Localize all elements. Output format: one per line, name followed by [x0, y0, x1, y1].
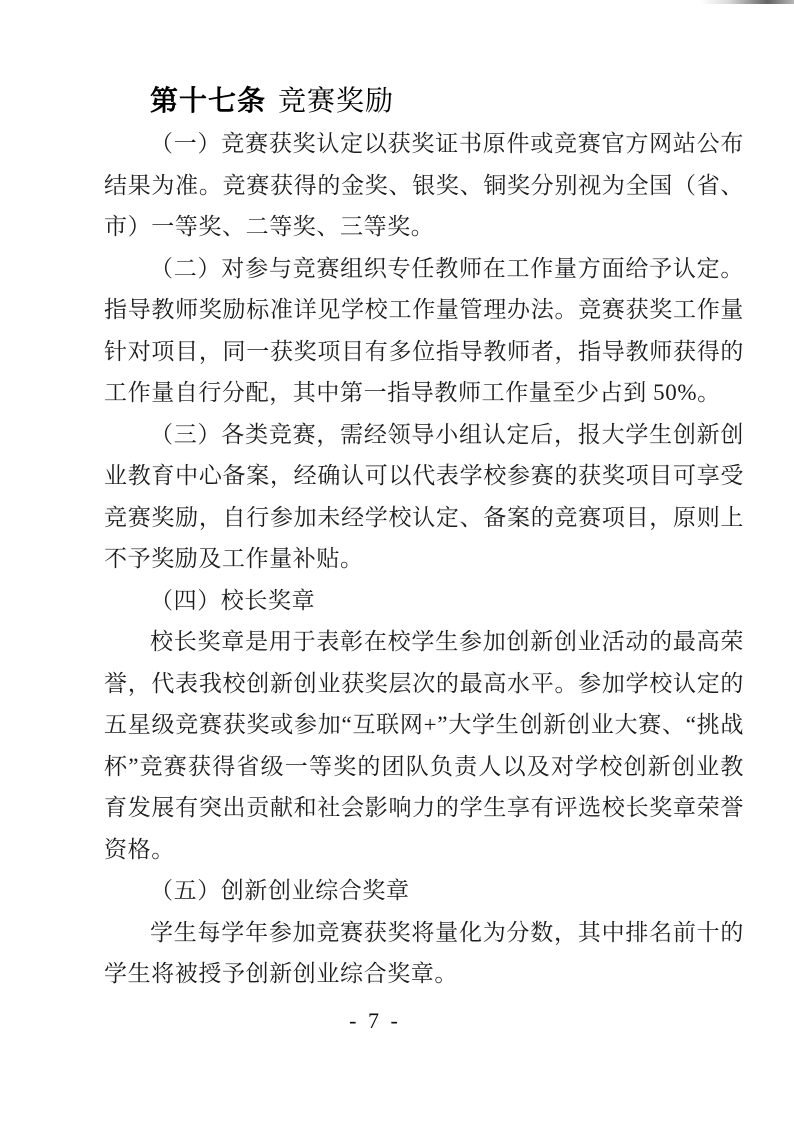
paragraph-list	[104, 123, 744, 995]
scan-streak-artifact	[700, 0, 794, 4]
paragraph: （二）对参与竞赛组织专任教师在工作量方面给予认定。指导教师奖励标准详见学校工作量管理办法。竞赛获奖工作量针对项目，同一获奖项目有多位指导教师者，指导教师获得的工作量自行分配，其中第一指导教师工作量至少占到 50%。	[104, 255, 744, 405]
page-number: - 7 -	[349, 1008, 401, 1033]
paragraph: （一）竞赛获奖认定以获奖证书原件或竞赛官方网站公布结果为准。竞赛获得的金奖、银奖、铜奖分别视为全国（省、市）一等奖、二等奖、三等奖。	[104, 131, 744, 239]
paragraph: 校长奖章是用于表彰在校学生参加创新创业活动的最高荣誉，代表我校创新创业获奖层次的最高水平。参加学校认定的五星级竞赛获奖或参加“互联网+”大学生创新创业大赛、“挑战杯”竞赛获得省级一等奖的团队负责人以及对学校创新创业教育发展有突出贡献和社会影响力的学生享有评选校长奖章荣誉资格。	[104, 629, 744, 862]
article-number: 第十七条	[150, 86, 267, 117]
article-heading	[104, 80, 744, 123]
page-footer	[0, 1008, 794, 1034]
paragraph: （三）各类竞赛，需经领导小组认定后，报大学生创新创业教育中心备案，经确认可以代表学校参赛的获奖项目可享受竞赛奖励，自行参加未经学校认定、备案的竞赛项目，原则上不予奖励及工作量补贴。	[104, 421, 744, 571]
document-content	[104, 80, 744, 995]
paragraph: （五）创新创业综合奖章	[150, 878, 410, 903]
article-title: 竞赛奖励	[278, 86, 395, 117]
paragraph: （四）校长奖章	[150, 587, 316, 613]
paragraph: 学生每学年参加竞赛获奖将量化为分数，其中排名前十的学生将被授予创新创业综合奖章。	[104, 919, 744, 986]
